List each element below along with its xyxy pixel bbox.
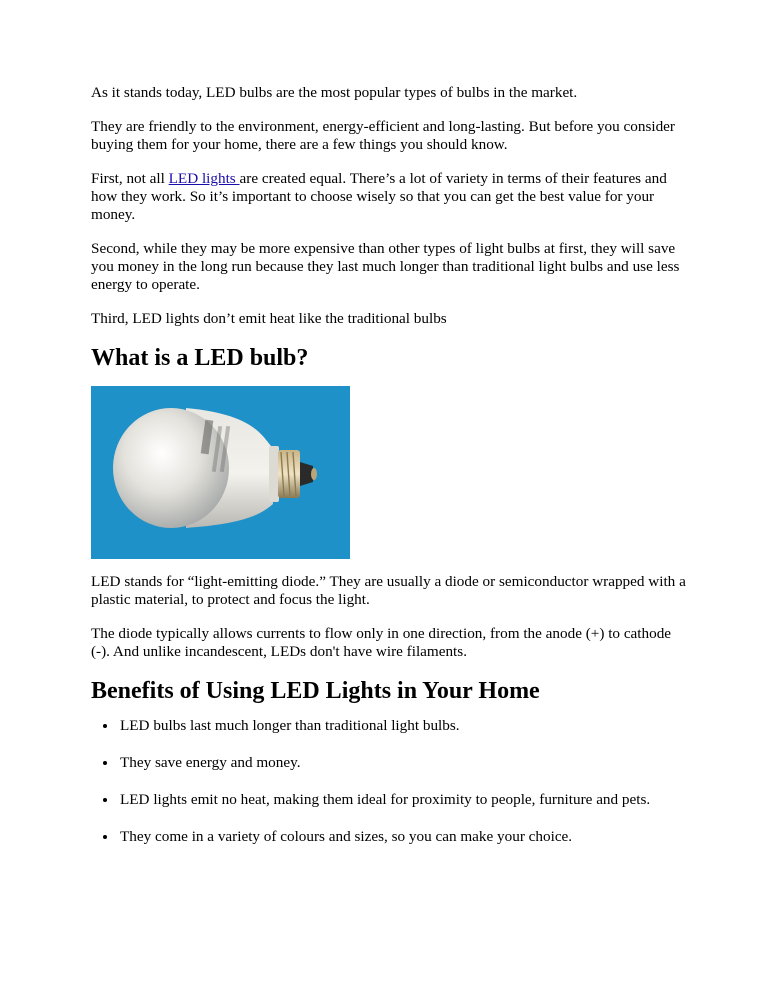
list-item: • LED lights emit no heat, making them ideal for proximity to people, furniture and pets. (118, 791, 691, 809)
intro-paragraph-1: As it stands today, LED bulbs are the most popular types of bulbs in the market. (91, 84, 578, 101)
intro-paragraph-2: They are friendly to the environment, energy-efficient and long-lasting. But before you consider buying them for your home, there are a few things you should know. (91, 118, 675, 153)
intro-paragraph-3-end: are created equal. There’s a lot of variety in terms of their features and how they work. So it’s important to choose wisely so that you can get the best value for your money. (91, 170, 667, 223)
list-item: • LED bulbs last much longer than traditional light bulbs. (118, 717, 691, 735)
benefits-list (91, 717, 691, 846)
article (91, 84, 691, 865)
intro-paragraph-5: Third, LED lights don’t emit heat like the traditional bulbs (91, 310, 447, 327)
what-is-led-heading: What is a LED bulb? (91, 345, 309, 371)
intro-paragraph-3-start: First, not all (91, 170, 169, 187)
led-bulb-image (91, 386, 350, 559)
intro-paragraph-4: Second, while they may be more expensive than other types of light bulbs at first, they will save you money in the long run because they last much longer than traditional light bulbs and use less energy to operate. (91, 240, 680, 293)
led-lights-link[interactable]: LED lights (168, 170, 240, 187)
list-item: • They come in a variety of colours and sizes, so you can make your choice. (118, 828, 691, 846)
benefits-heading: Benefits of Using LED Lights in Your Home (91, 678, 540, 704)
led-definition-paragraph: LED stands for “light-emitting diode.” They are usually a diode or semiconductor wrapped with a plastic material, to protect and focus the light. (91, 573, 686, 608)
diode-paragraph: The diode typically allows currents to flow only in one direction, from the anode (+) to cathode (-). And unlike incandescent, LEDs don't have wire filaments. (91, 625, 672, 660)
list-item: • They save energy and money. (118, 754, 691, 772)
intro-paragraph-3 (91, 170, 691, 224)
